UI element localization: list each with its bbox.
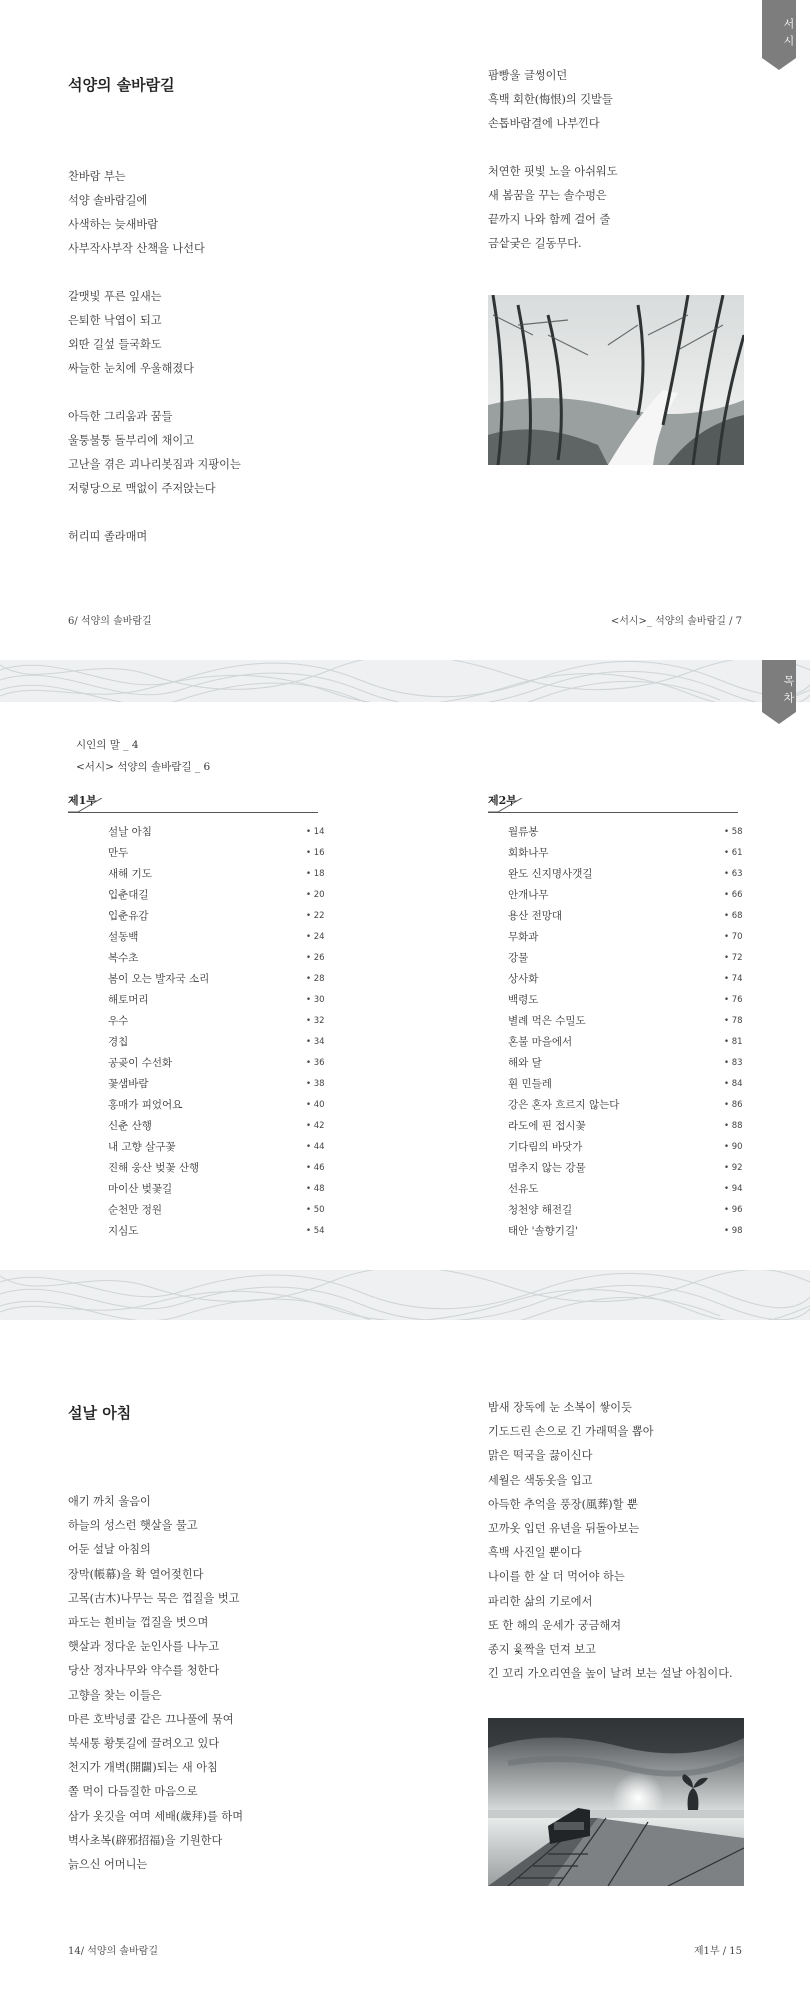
toc-entry-title[interactable]: 우수 — [108, 1015, 129, 1027]
toc-entry-page: • 32 — [306, 1016, 325, 1026]
toc-entry-page: • 72 — [724, 953, 743, 963]
poem-line: 천지가 개벽(開闢)되는 새 아침 — [68, 1761, 218, 1775]
toc-entry-page: • 24 — [306, 932, 325, 942]
toc-entry-title[interactable]: 해토머리 — [108, 994, 149, 1006]
toc-entry-page: • 20 — [306, 890, 325, 900]
toc-entry-title[interactable]: 별례 먹은 수밀도 — [508, 1015, 586, 1027]
toc-entry-title[interactable]: 새해 기도 — [108, 868, 152, 880]
toc-entry-page: • 46 — [306, 1163, 325, 1173]
toc-entry-title[interactable]: 청천양 해전길 — [508, 1204, 573, 1216]
toc-entry-page: • 50 — [306, 1205, 325, 1215]
toc-entry-page: • 63 — [724, 869, 743, 879]
poem-line: 금샅궂은 길동무다. — [488, 237, 582, 250]
toc-entry-page: • 68 — [724, 911, 743, 921]
poem-line: 북새통 황톳길에 끌려오고 있다 — [68, 1737, 220, 1750]
toc-part-heading: 제2부 — [488, 794, 517, 807]
toc-entry-page: • 84 — [724, 1079, 743, 1089]
poem-line: 꼬까옷 입던 유년을 뒤돌아보는 — [488, 1522, 640, 1535]
toc-entry-page: • 16 — [306, 848, 325, 858]
poem-line: 팜빵울 글썽이던 — [488, 69, 568, 82]
poem-line: 아득한 추억을 풍장(風葬)할 뿐 — [488, 1497, 638, 1511]
toc-entry-title[interactable]: 멈추지 않는 강물 — [508, 1162, 586, 1174]
toc-entry-page: • 28 — [306, 974, 325, 984]
page-spread-poem — [0, 1300, 810, 1995]
toc-heading-corner — [68, 798, 108, 814]
toc-entry-page: • 78 — [724, 1016, 743, 1026]
toc-entry-title[interactable]: 라도에 핀 접시꽃 — [508, 1120, 586, 1132]
poem-line: 끝까지 나와 함께 걸어 줄 — [488, 213, 611, 226]
poem-line: 벽사초복(辟邪招福)을 기원한다 — [68, 1833, 223, 1847]
page-number-right: 제1부 / 15 — [693, 1946, 742, 1957]
toc-entry-page: • 83 — [724, 1058, 743, 1068]
toc-entry-title[interactable]: 복수초 — [108, 952, 139, 964]
toc-entry-page: • 86 — [724, 1100, 743, 1110]
toc-entry-page: • 76 — [724, 995, 743, 1005]
decorative-pattern-band-top — [0, 660, 810, 702]
toc-entry-title[interactable]: 순천만 정원 — [108, 1204, 163, 1216]
toc-entry-title[interactable]: 강은 혼자 흐르지 않는다 — [508, 1099, 620, 1111]
toc-entry-title[interactable]: 지심도 — [108, 1225, 139, 1237]
toc-entry-title[interactable]: 회화나무 — [508, 847, 549, 859]
toc-entry-title[interactable]: 무화과 — [508, 931, 539, 943]
toc-entry-page: • 74 — [724, 974, 743, 984]
toc-entry-page: • 96 — [724, 1205, 743, 1215]
poem-title: 설날 아침 — [68, 1404, 132, 1422]
toc-entry-page: • 18 — [306, 869, 325, 879]
poem-line: 사부작사부작 산책을 나선다 — [68, 242, 205, 255]
section-tab: 서시 — [762, 0, 796, 58]
poem-line: 사색하는 늦새바람 — [68, 218, 159, 231]
page-number-left: 14/ 석양의 솔바람길 — [68, 1946, 159, 1957]
poem-line: 또 한 해의 운세가 궁금해져 — [488, 1618, 622, 1632]
poem-line: 늙으신 어머니는 — [68, 1858, 148, 1871]
poem-line: 석양 솔바람길에 — [68, 194, 148, 207]
poem-line: 밤새 장독에 눈 소복이 쌓이듯 — [488, 1401, 632, 1414]
poem-line: 손톱바람결에 나부낀다 — [488, 117, 600, 130]
toc-entry-title[interactable]: 내 고향 살구꽃 — [108, 1141, 176, 1153]
page-spread-prologue — [0, 0, 810, 660]
toc-entry-page: • 14 — [306, 827, 325, 837]
toc-entry-page: • 70 — [724, 932, 743, 942]
toc-entry-page: • 98 — [724, 1226, 743, 1236]
poem-line: 기도드린 손으로 긴 가래떡을 뽑아 — [488, 1425, 654, 1439]
poem-line: 햇살과 정다운 눈인사를 나누고 — [68, 1640, 220, 1654]
poem-line: 세월은 색동옷을 입고 — [488, 1473, 593, 1487]
toc-entry-title[interactable]: 신춘 산행 — [108, 1120, 152, 1132]
poem-line: 장막(帳幕)을 확 열어젖힌다 — [68, 1567, 204, 1581]
toc-entry-title[interactable]: 경칩 — [108, 1036, 129, 1048]
toc-entry-title[interactable]: 백령도 — [508, 994, 539, 1006]
poem-line: 흑백 사진일 뿐이다 — [488, 1546, 582, 1560]
poem-line: 울퉁불퉁 돌부리에 채이고 — [68, 434, 194, 447]
poem-line: 허리띠 졸라매며 — [68, 530, 148, 543]
toc-entry-page: • 34 — [306, 1037, 325, 1047]
poem-line: 애기 까치 울음이 — [68, 1495, 151, 1508]
section-tab: 목차 — [762, 660, 796, 712]
toc-entry-title[interactable]: 완도 신지명사갯길 — [508, 868, 593, 880]
toc-entry-title[interactable]: 선유도 — [508, 1183, 539, 1195]
poem-line: 파도는 흰비늘 껍질을 벗으며 — [68, 1616, 209, 1629]
poem-line: 긴 꼬리 가오리연을 높이 날려 보는 설날 아침이다. — [488, 1667, 733, 1681]
toc-entry-page: • 58 — [724, 827, 743, 837]
poem-line: 마른 호박넝쿨 같은 끄나풀에 묶여 — [68, 1712, 234, 1726]
toc-entry-title[interactable]: 꽃샘바람 — [108, 1078, 149, 1090]
toc-part-heading: 제1부 — [68, 794, 97, 807]
toc-entry-page: • 81 — [724, 1037, 743, 1047]
poem-title: 석양의 솔바람길 — [68, 76, 175, 94]
poem-line: 흑백 회한(悔恨)의 깃발들 — [488, 93, 613, 106]
page-spread-contents — [0, 660, 810, 1300]
poem-line: 파리한 삶의 기로에서 — [488, 1594, 593, 1608]
toc-entry-title[interactable]: 혼불 마을에서 — [508, 1036, 573, 1048]
toc-entry-title[interactable]: 해와 달 — [508, 1057, 542, 1069]
toc-entry-title[interactable]: 강물 — [508, 952, 529, 964]
toc-entry-title[interactable]: 진해 웅산 벚꽃 산행 — [108, 1162, 200, 1174]
page-number-left: 6/ 석양의 솔바람길 — [68, 616, 152, 627]
poem-line: 처연한 핏빛 노을 아쉬워도 — [488, 165, 618, 178]
toc-entry-page: • 22 — [306, 911, 325, 921]
toc-entry-title[interactable]: 태안 '솔향기길' — [508, 1225, 578, 1237]
toc-entry-title[interactable]: 휜 민들레 — [508, 1078, 552, 1090]
toc-entry-title[interactable]: 용산 전망대 — [508, 910, 563, 922]
poem-line: 삼가 옷깃을 여며 세배(歲拜)를 하며 — [68, 1809, 244, 1823]
poem-line: 고향을 찾는 이들은 — [68, 1688, 162, 1702]
poem-line: 찬바람 부는 — [68, 170, 126, 183]
poem-line: 저렇당으로 맥없이 주저앉는다 — [68, 482, 216, 495]
toc-entry-title[interactable]: 마이산 벚꽃길 — [108, 1183, 173, 1195]
toc-entry-title[interactable]: 설동백 — [108, 931, 139, 943]
toc-entry-page: • 42 — [306, 1121, 325, 1131]
toc-entry-title[interactable]: 입춘대길 — [108, 889, 149, 901]
toc-entry-page: • 40 — [306, 1100, 325, 1110]
poem-line: 어둔 설날 아침의 — [68, 1543, 151, 1557]
toc-entry-page: • 26 — [306, 953, 325, 963]
poem-line: 은퇴한 낙엽이 되고 — [68, 314, 162, 327]
toc-entry-page: • 90 — [724, 1142, 743, 1152]
toc-entry-title[interactable]: 봄이 오는 발자국 소리 — [108, 973, 210, 985]
poem-line: 고목(古木)나무는 묵은 껍질을 벗고 — [68, 1591, 240, 1605]
poem-line: 아득한 그리움과 꿈들 — [68, 410, 173, 423]
poem-line: 새 봄꿈을 꾸는 솔수펑은 — [488, 189, 607, 202]
toc-entry-title[interactable]: 홍매가 피었어요 — [108, 1099, 183, 1111]
toc-entry-page: • 88 — [724, 1121, 743, 1131]
poem-line: 외딴 길섶 들국화도 — [68, 338, 162, 351]
toc-entry-title[interactable]: 만두 — [108, 847, 129, 859]
toc-entry-page: • 44 — [306, 1142, 325, 1152]
toc-entry-page: • 48 — [306, 1184, 325, 1194]
snowy-forest-photo — [488, 295, 744, 465]
poem-line: 하늘의 성스런 햇살을 물고 — [68, 1519, 198, 1533]
poem-line: 나이를 한 살 더 먹어야 하는 — [488, 1570, 625, 1584]
toc-entry-title[interactable]: 입춘유감 — [108, 910, 149, 922]
toc-entry-title[interactable]: 안개나무 — [508, 889, 549, 901]
toc-entry-title[interactable]: 기다림의 바닷가 — [508, 1141, 583, 1153]
toc-entry-title[interactable]: 공곶이 수선화 — [108, 1057, 173, 1069]
toc-entry-title[interactable]: 상사화 — [508, 973, 539, 985]
toc-entry-page: • 30 — [306, 995, 325, 1005]
poem-line: 종지 윷짝을 던져 보고 — [488, 1643, 596, 1656]
toc-entry-page: • 66 — [724, 890, 743, 900]
poem-line: 맑은 떡국을 끓이신다 — [488, 1449, 593, 1463]
toc-entry-title[interactable]: 설날 아침 — [108, 826, 152, 838]
toc-entry-page: • 38 — [306, 1079, 325, 1089]
railway-sunset-photo — [488, 1718, 744, 1886]
toc-entry-page: • 54 — [306, 1226, 325, 1236]
poem-line: 싸늘한 눈치에 우울해졌다 — [68, 362, 194, 375]
toc-entry-page: • 36 — [306, 1058, 325, 1068]
poem-line: 갈맷빛 푸른 잎새는 — [68, 290, 162, 303]
toc-entry-page: • 92 — [724, 1163, 743, 1173]
toc-heading-corner — [488, 798, 528, 814]
poem-line: 당산 정자나무와 약수를 청한다 — [68, 1664, 220, 1678]
poem-line: 고난을 겪은 괴나리봇짐과 지팡이는 — [68, 458, 241, 471]
toc-intro-item[interactable]: 시인의 말 _ 4 — [76, 739, 139, 751]
toc-entry-title[interactable]: 월류봉 — [508, 826, 539, 838]
poem-line: 쫄 먹이 다듬질한 마음으로 — [68, 1785, 198, 1799]
toc-intro-item[interactable]: <서시> 석양의 솔바람길 _ 6 — [76, 761, 211, 773]
page-number-right: <서시>_ 석양의 솔바람길 / 7 — [610, 616, 742, 627]
toc-entry-page: • 94 — [724, 1184, 743, 1194]
toc-entry-page: • 61 — [724, 848, 743, 858]
